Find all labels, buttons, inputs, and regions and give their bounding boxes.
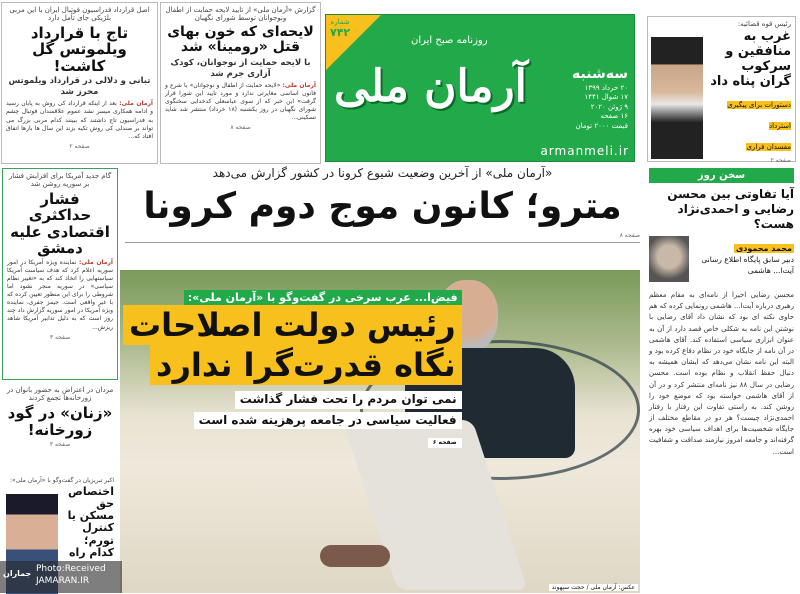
price: قیمت ۲۰۰۰ تومان: [575, 121, 628, 130]
page-ref: صفحه ۸: [125, 232, 640, 243]
feature-headline-2: نگاه قدرت‌گرا ندارد: [150, 345, 462, 385]
story-housing[interactable]: [2, 474, 118, 560]
page-ref: صفحه ۸: [230, 124, 251, 132]
highlight: دستورات برای پیگیری: [727, 101, 791, 110]
kicker: گزارش «آرمان ملی» از تایید لایحه حمایت از اطفال ونوجوانان توسط شورای نگهبان: [165, 6, 316, 23]
headline: غرب به منافقین و سرکوب گران پناه داد: [710, 29, 791, 90]
masthead: [325, 14, 635, 162]
headline: آیا تفاوتی بین محسن رضایی و احمدی‌نژاد هست؟: [667, 187, 794, 231]
headline: «زنان» در گود زورخانه!: [7, 403, 113, 440]
page-ref: صفحه ۲: [770, 156, 791, 164]
body-text: محسن رضایی اخیرا از نامه‌ای به مقام معظم رهبری درباره آیت‌ا... هاشمی رونمایی کرده که هم حاوی نکته ای بود که نشان داد آقای رضایی با نوشتن این نامه به شکلی خاص قصد دارد از آن به عنوان ابزاری سیاسی استفاده کند. آقای هاشمی در آن نامه از جایگاه خود در نظام دفاع کرده بود و البته این نامه نشان می‌دهد که ایشان همیشه به دنبال حفظ انقلاب و نظام بوده است. محسن رضایی در سال ۸۸ نیز نامه‌ای منتشر کرد و در آن از آقای هاشمی خواسته بود که موضع خود را روشن کند. به راستی تفاوت این رفتار با رفتار احمدی‌نژاد چیست؟ هر دو در مقاطع مختلف از جایگاه شخصیت‌ها برای اهداف سیاسی خود بهره گرفته‌اند و جامعه امروز نیازمند صداقت و شفافیت است...: [649, 291, 794, 456]
feature-kicker: فیض‌ا... عرب سرخی در گفت‌وگو با «آرمان ملی»:: [184, 290, 462, 305]
headline: فشار حداکثری اقتصادی علیه دمشق: [10, 189, 110, 258]
body-text: بعد از اینکه قرارداد کی روش به پایان رسید و ادامه همکاری میسر نشد عموم علاقمندان فوتبال چشم به فدراسیون تاج داشتند که ببینند کدام مربی بزرگ می تواند بر صندلی کی روش تکیه بزند این سال ها بارها اتفاق افتاد که...: [6, 100, 153, 140]
highlight: مفسدان فراری: [746, 142, 791, 151]
date-gregorian: ۹ ژوئن ۲۰۲۰: [590, 102, 628, 111]
highlight: استرداد: [769, 121, 791, 130]
opinion-column[interactable]: [645, 168, 798, 593]
date-solar: ۲۰ خرداد ۱۳۹۹: [584, 83, 628, 92]
main-headline: مترو؛ کانون موج دوم کرونا: [143, 185, 622, 227]
watermark-logo: جماران: [3, 569, 32, 578]
photo-credit: عکس: آرمان ملی / حجت سپهوند: [549, 584, 638, 591]
lead: آرمان ملی:: [79, 258, 113, 266]
main-kicker: «آرمان ملی» از آخرین وضعیت شیوع کرونا در کشور گزارش می‌دهد: [212, 166, 553, 180]
body-text: نماینده ویژه آمریکا در امور سوریه اعلام کرد که هدف سیاست آمریکا سیاستهایی را اتخاذ کند که به «تغییر نظام سیاسی» در سوریه منجر نشود اما شروطی را برای این منظور تعیین کرده که با غیر واقعی است. جیمز جفری، نماینده ویژه آمریکا در امور سوریه گزارش داد چند روز است که به دلیل تدابیر آمریکا شاهد ریزش...: [7, 258, 113, 331]
watermark: [0, 561, 122, 593]
lead: آرمان ملی:: [282, 81, 316, 89]
headline: لایحه‌ای که خون بهای قتل «رومینا» شد: [167, 23, 314, 56]
subheadline: با لایحه حمایت از نوجوانان، کودک آزاری جرم شد: [170, 57, 311, 79]
feature-headline-1: رئیس دولت اصلاحات: [123, 305, 462, 345]
top-story-wilmots[interactable]: [1, 2, 158, 164]
body-text: «لایحه حمایت از اطفال و نوجوانان» با شرع و قانون اساسی مغایرتی ندارد و مورد تایید این شورا قرار گرفت» این خبر که از سوی عباسعلی کدخدایی سخنگوی شورای نگهبان در روز یکشنبه (۱۸ خرداد) منتشر شد شاید تسکینی...: [165, 81, 316, 122]
kicker: اکبر تبریزیان در گفت‌وگو با «آرمان ملی»:: [9, 477, 114, 484]
sandal: [320, 545, 390, 567]
author-title: دبیر سابق پایگاه اطلاع رسانی آیت‌ا... هاشمی: [701, 255, 794, 275]
page-ref: صفحه ۳: [49, 441, 71, 449]
portrait-photo: [651, 37, 703, 159]
top-story-romina[interactable]: [160, 2, 321, 164]
page-count: ۱۶ صفحه: [600, 112, 628, 121]
subheadline: تبانی و دلالی در قرارداد ویلموتس محرز شد: [8, 76, 151, 98]
kicker: گام جدید آمریکا برای افزایش فشار بر سوریه روشن شد: [8, 172, 112, 189]
author-name: محمد محمودی: [735, 244, 792, 253]
feature-sub-2: فعالیت سیاسی در جامعه پرهزینه شده است: [194, 412, 462, 430]
newspaper-logo: آرمان ملی: [334, 61, 527, 112]
headline: تاج با قرارداد ویلموتس گل کاشت!: [30, 23, 129, 75]
feature-sub-1: نمی توان مردم را تحت فشار گذاشت: [235, 391, 462, 409]
date-lunar: ۱۷ شوال ۱۴۴۱: [584, 93, 628, 102]
story-damascus[interactable]: [2, 168, 118, 380]
issue-label: شماره: [330, 18, 350, 26]
top-story-raisi[interactable]: [647, 16, 796, 162]
kicker: رئیس قوه قضائیه:: [737, 20, 791, 28]
weekday: سه‌شنبه: [572, 66, 628, 82]
story-zurkhaneh[interactable]: [2, 383, 118, 473]
page-ref: صفحه ۲: [69, 142, 90, 150]
headline: اختصاص حق مسکن یا کنترل تورم؛ کدام راه: [67, 485, 114, 559]
main-story[interactable]: [125, 166, 640, 268]
author-photo: [649, 236, 689, 282]
feature-photo[interactable]: [120, 270, 640, 593]
page-ref: صفحه ۳: [49, 333, 71, 341]
issue-number: ۷۴۲: [330, 26, 351, 39]
tagline: روزنامه صبح ایران: [411, 35, 488, 46]
kicker: مردان در اعتراض به حضور بانوان در زورخانه‌ها تجمع کردند: [6, 386, 114, 403]
lead: آرمان ملی:: [119, 100, 153, 108]
watermark-line-1: Photo:Received: [36, 564, 106, 574]
watermark-line-2: JAMARAN.IR: [36, 575, 90, 586]
page-ref: صفحه ۶: [428, 438, 462, 448]
section-label: سخن روز: [649, 168, 794, 183]
website[interactable]: armanmeli.ir: [540, 144, 629, 158]
kicker: اصل قرارداد فدراسیون فوتبال ایران با این مربی بلژیکی جای تأمل دارد: [9, 6, 150, 23]
